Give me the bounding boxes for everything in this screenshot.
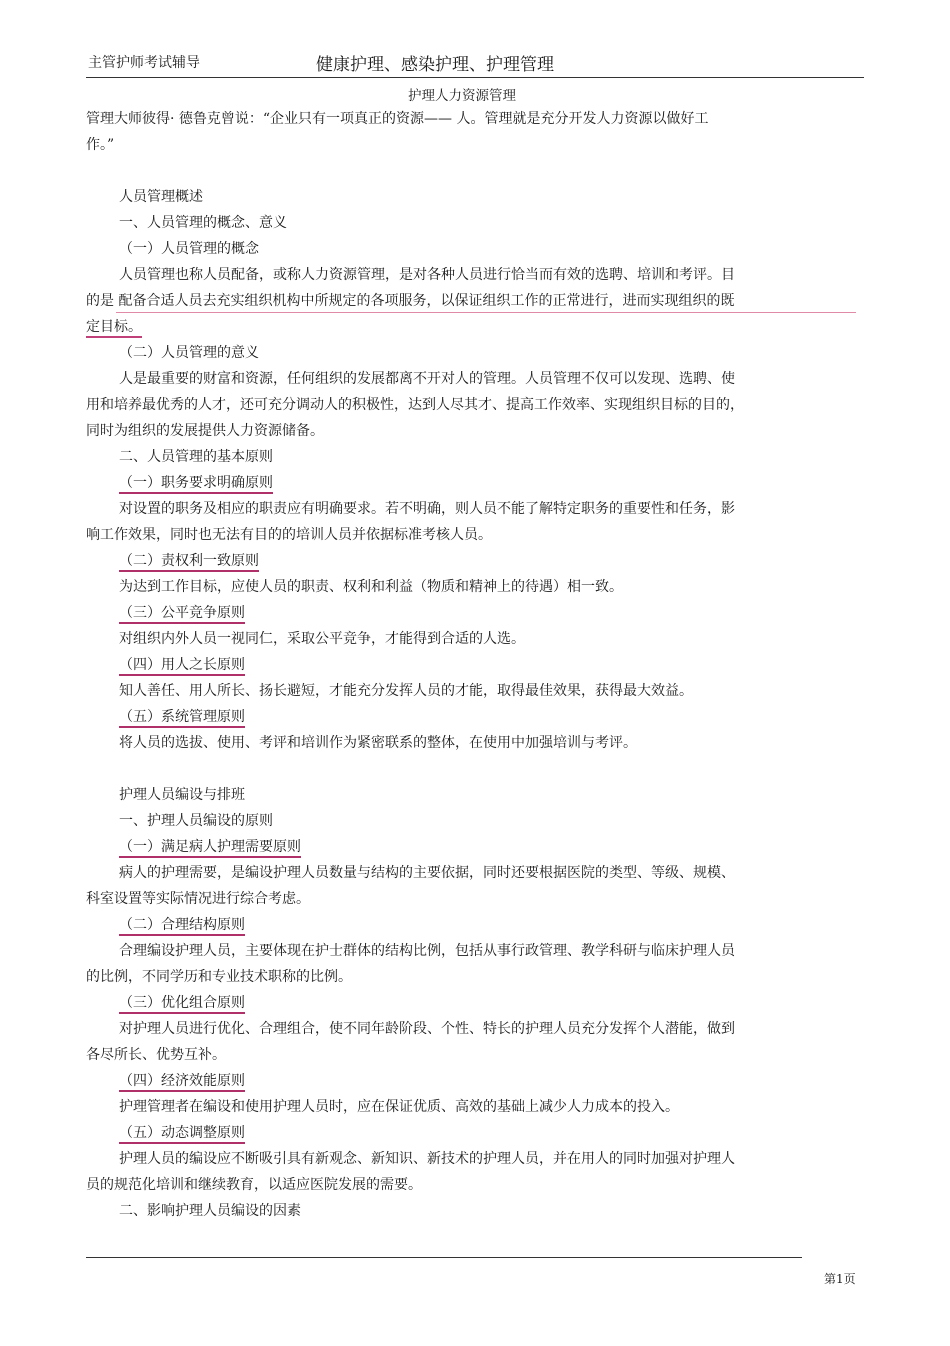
intro-line-2: 作。” (86, 137, 115, 153)
paragraph-line: 员的规范化培训和继续教育，以适应医院发展的需要。 (86, 1177, 422, 1193)
paragraph-line: 病人的护理需要，是编设护理人员数量与结构的主要依据，同时还要根据医院的类型、等级、规模、 (119, 865, 735, 881)
principle-heading (86, 1120, 778, 1146)
page-number: 第1页 (824, 1272, 856, 1286)
principle-heading (86, 600, 778, 626)
paragraph-line: 对设置的职务及相应的职责应有明确要求。若不明确，则人员不能了解特定职务的重要性和任务，影 (119, 501, 735, 517)
footer-rule (86, 1257, 802, 1258)
subheading: （二）人员管理的意义 (119, 345, 259, 361)
heading: 二、人员管理的基本原则 (119, 449, 273, 465)
principle-heading (86, 652, 778, 678)
underlined-heading: （五）系统管理原则 (119, 709, 245, 725)
highlighted-text: 定目标。 (86, 319, 142, 335)
paragraph-line: 人员管理也称人员配备，或称人力资源管理，是对各种人员进行恰当而有效的选聘、培训和考评。目 (119, 267, 735, 283)
paragraph-line: 护理人员的编设应不断吸引具有新观念、新知识、新技术的护理人员，并在用人的同时加强对护理人 (119, 1151, 735, 1167)
underlined-heading: （三）公平竞争原则 (119, 605, 245, 621)
paragraph-line: 对护理人员进行优化、合理组合，使不同年龄阶段、个性、特长的护理人员充分发挥个人潜能，做到 (119, 1021, 735, 1037)
principle-heading (86, 912, 778, 938)
paragraph-line: 科室设置等实际情况进行综合考虑。 (86, 891, 310, 907)
header-left: 主管护师考试辅导 (88, 55, 200, 71)
underlined-heading: （四）用人之长原则 (119, 657, 245, 673)
document-body (86, 106, 778, 1224)
paragraph-line: 同时为组织的发展提供人力资源储备。 (86, 423, 324, 439)
principle-heading (86, 1068, 778, 1094)
heading: 一、护理人员编设的原则 (119, 813, 273, 829)
principle-heading (86, 834, 778, 860)
paragraph-line (86, 288, 778, 314)
paragraph-line: 知人善任、用人所长、扬长避短，才能充分发挥人员的才能，取得最佳效果，获得最大效益。 (119, 683, 693, 699)
intro-line-1: 管理大师彼得· 德鲁克曾说：“企业只有一项真正的资源—— 人。管理就是充分开发人力资源以做好工 (86, 111, 709, 127)
principle-heading (86, 704, 778, 730)
paragraph-line: 将人员的选拔、使用、考评和培训作为紧密联系的整体，在使用中加强培训与考评。 (119, 735, 637, 751)
paragraph-line (86, 314, 778, 340)
paragraph-line: 响工作效果，同时也无法有目的的培训人员并依据标准考核人员。 (86, 527, 492, 543)
text: 的是 (86, 293, 114, 309)
underlined-heading: （一）满足病人护理需要原则 (119, 839, 301, 855)
document-title: 护理人力资源管理 (408, 88, 516, 104)
paragraph-line: 的比例，不同学历和专业技术职称的比例。 (86, 969, 352, 985)
header-rule (86, 77, 864, 78)
underlined-heading: （三）优化组合原则 (119, 995, 245, 1011)
paragraph-line: 各尽所长、优势互补。 (86, 1047, 226, 1063)
principle-heading (86, 548, 778, 574)
underlined-heading: （一）职务要求明确原则 (119, 475, 273, 491)
underlined-heading: （五）动态调整原则 (119, 1125, 245, 1141)
paragraph-line: 合理编设护理人员，主要体现在护士群体的结构比例，包括从事行政管理、教学科研与临床护理人员 (119, 943, 735, 959)
heading: 一、人员管理的概念、意义 (119, 215, 287, 231)
principle-heading (86, 470, 778, 496)
heading: 二、影响护理人员编设的因素 (119, 1203, 301, 1219)
underlined-heading: （二）责权利一致原则 (119, 553, 259, 569)
paragraph-line: 护理管理者在编设和使用护理人员时，应在保证优质、高效的基础上减少人力成本的投入。 (119, 1099, 679, 1115)
paragraph-line: 对组织内外人员一视同仁，采取公平竞争，才能得到合适的人选。 (119, 631, 525, 647)
subheading: （一）人员管理的概念 (119, 241, 259, 257)
underlined-heading: （二）合理结构原则 (119, 917, 245, 933)
section-title: 人员管理概述 (119, 189, 203, 205)
paragraph-line: 用和培养最优秀的人才，还可充分调动人的积极性，达到人尽其才、提高工作效率、实现组织目标的目的， (86, 397, 744, 413)
underlined-heading: （四）经济效能原则 (119, 1073, 245, 1089)
paragraph-line: 为达到工作目标，应使人员的职责、权利和利益（物质和精神上的待遇）相一致。 (119, 579, 623, 595)
highlighted-text: 配备合适人员去充实组织机构中所规定的各项服务，以保证组织工作的正常进行，进而实现组织的既 (118, 293, 735, 309)
paragraph-line: 人是最重要的财富和资源，任何组织的发展都离不开对人的管理。人员管理不仅可以发现、选聘、使 (119, 371, 735, 387)
section-title: 护理人员编设与排班 (119, 787, 245, 803)
header-center: 健康护理、感染护理、护理管理 (316, 55, 554, 75)
principle-heading (86, 990, 778, 1016)
